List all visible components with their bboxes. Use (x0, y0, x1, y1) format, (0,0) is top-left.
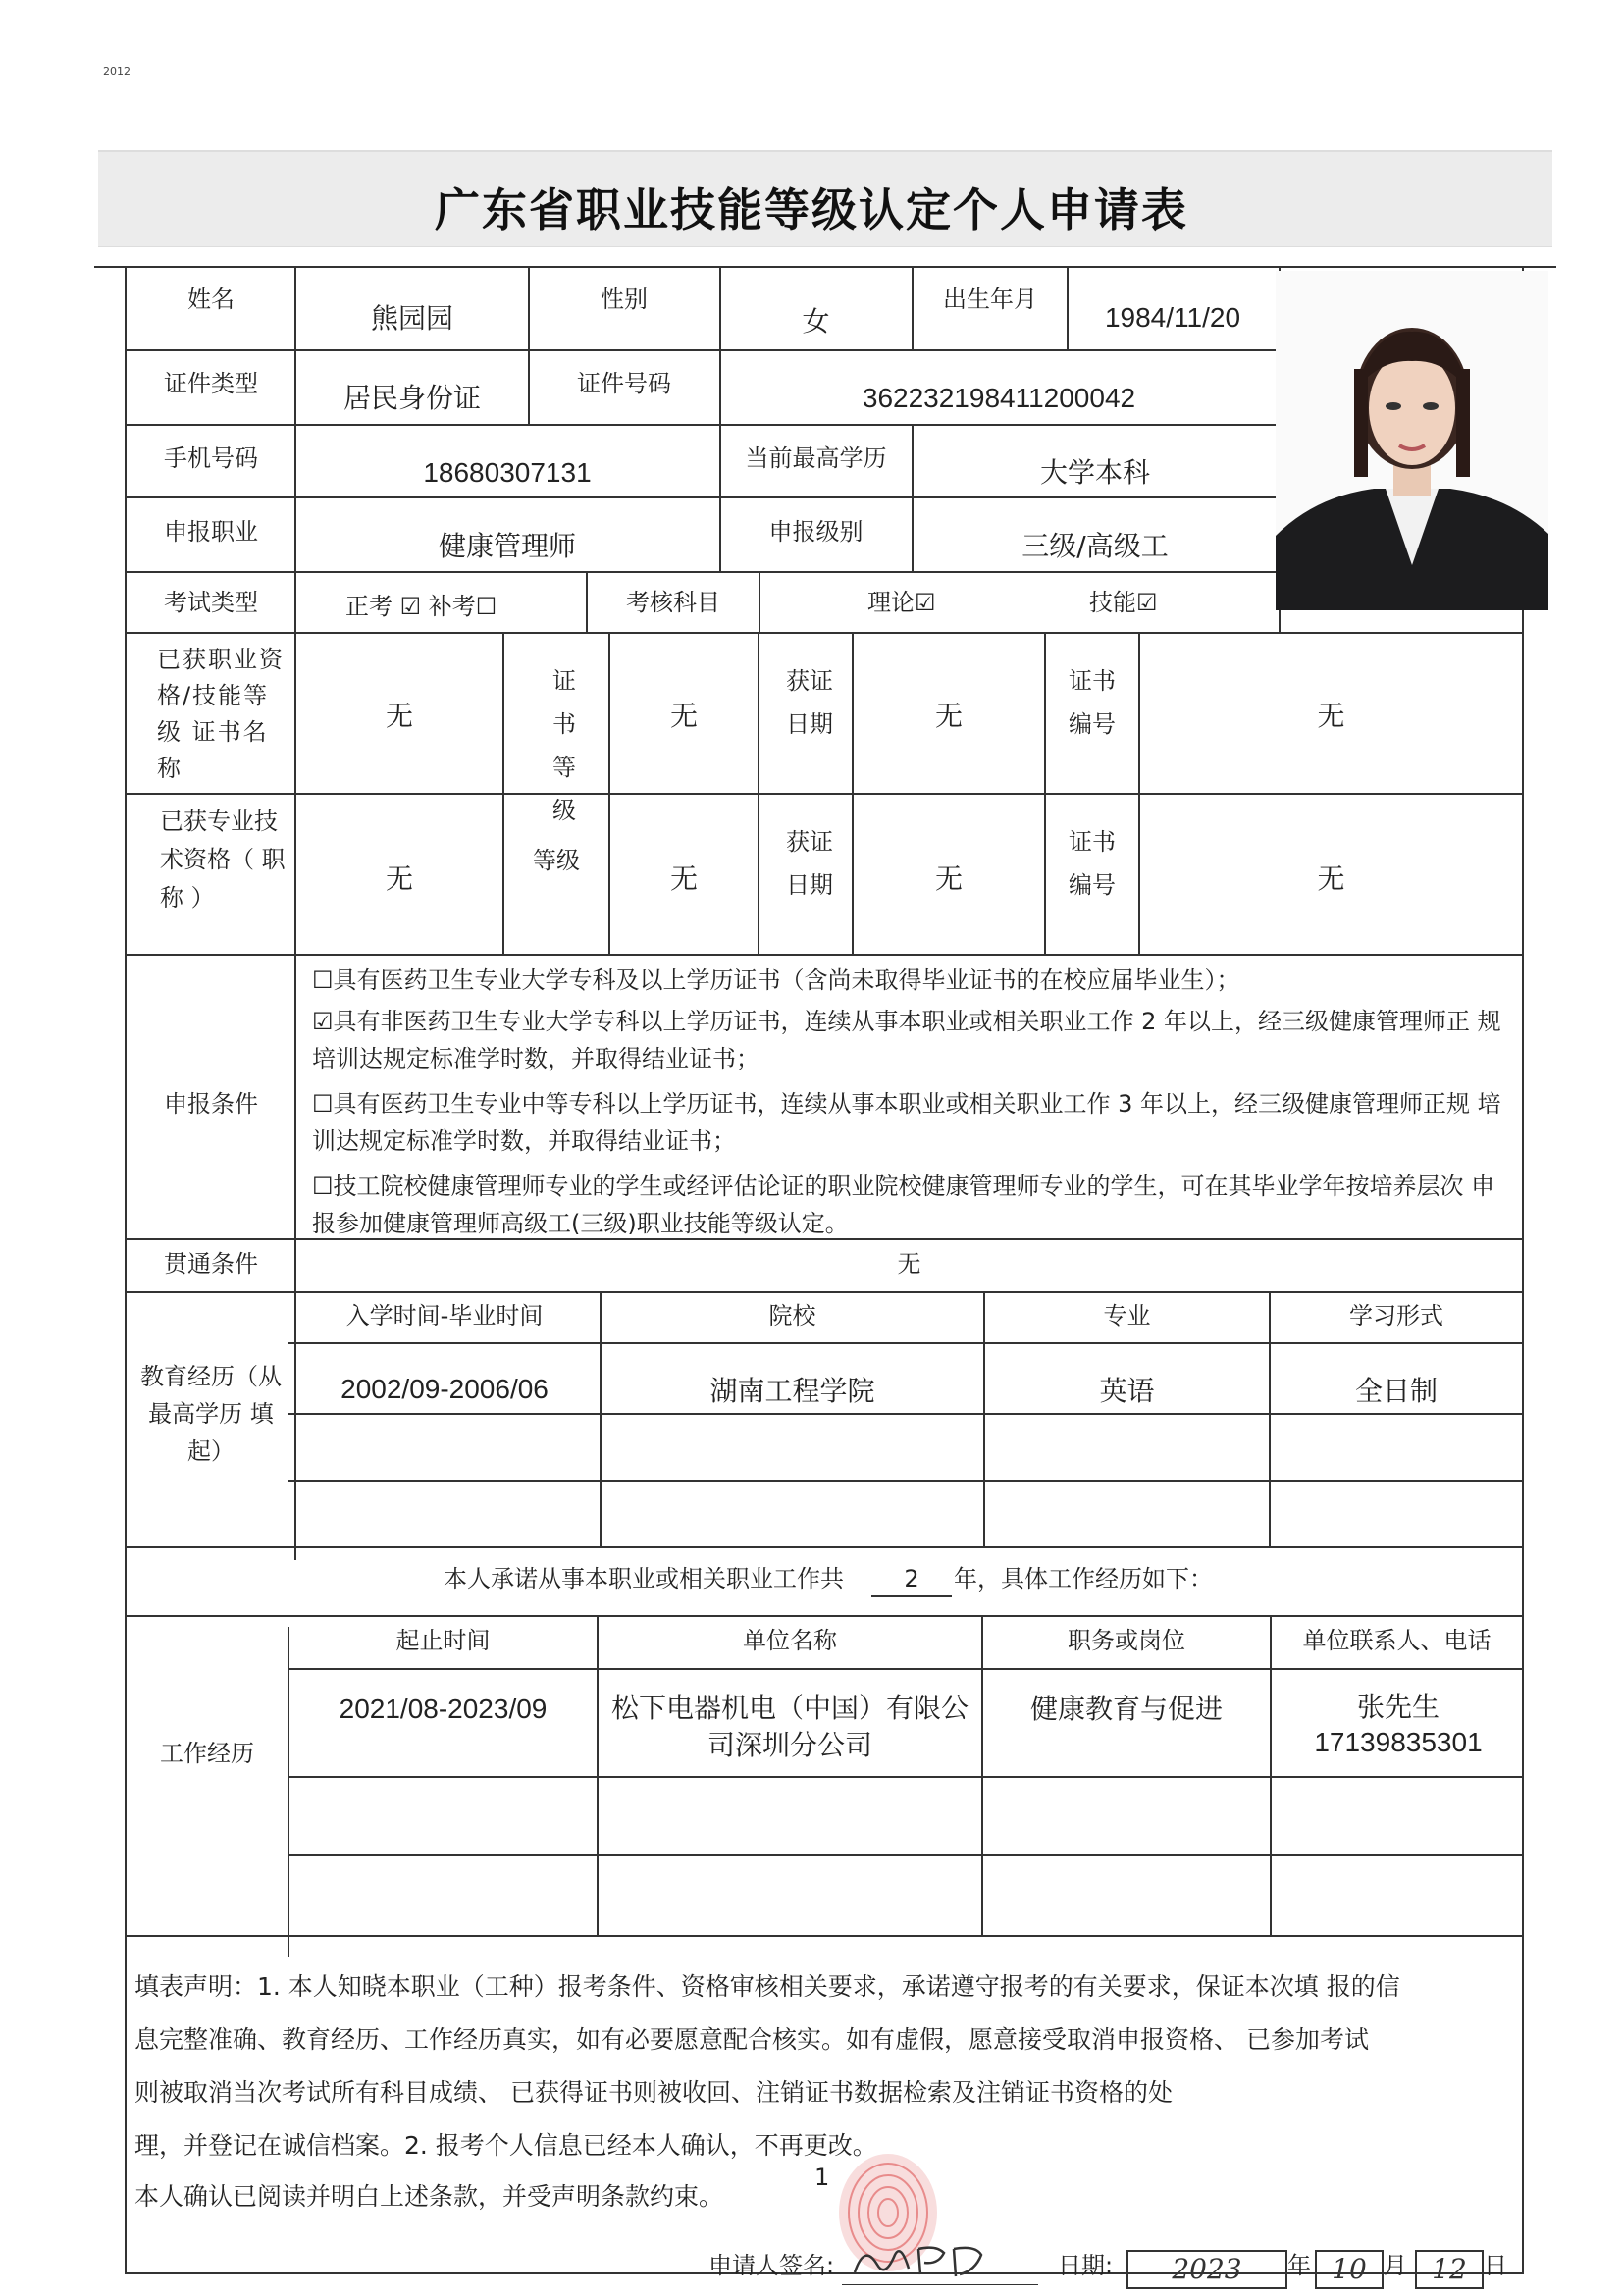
work-header-position: 职务或岗位 (1068, 1627, 1185, 1654)
condition-item-3: ☐具有医药卫生专业中等专科以上学历证书，连续从事本职业或相关职业工作 3 年以上，经三级健康管理师正规 培训达规定标准学时数，并取得结业证书； (312, 1090, 1501, 1155)
qual2-grade: 无 (669, 862, 698, 895)
edu-row-period: 2002/09-2006/06 (340, 1374, 549, 1404)
subject-theory: 理论☑ (867, 589, 936, 616)
work-row-position: 健康教育与促进 (1029, 1693, 1223, 1725)
condition-item-2: ☑具有非医药卫生专业大学专科以上学历证书，连续从事本职业或相关职业工作 2 年以上，经三级健康管理师正 规培训达规定标准学时数，并取得结业证书； (312, 1008, 1501, 1072)
qual1-no: 无 (1317, 700, 1345, 732)
idtype-value: 居民身份证 (342, 382, 481, 414)
condition-item-4: ☐技工院校健康管理师专业的学生或经评估论证的职业院校健康管理师专业的学生，可在其毕业学年按培养层次 申报参加健康管理师高级工(三级)职业技能等级认定。 (312, 1173, 1495, 1237)
year-unit: 年 (1287, 2252, 1311, 2279)
declaration-line-1: 填表声明：1. 本人知晓本职业（工种）报考条件、资格审核相关要求，承诺遵守报考的有关要求，保证本次填 报的信 (134, 1972, 1400, 2001)
edu-header-major: 专业 (1103, 1302, 1151, 1330)
qual1-name: 无 (385, 700, 413, 732)
subject-skill: 技能☑ (1089, 589, 1158, 616)
gender-label: 性别 (601, 286, 648, 313)
edu-row-school: 湖南工程学院 (709, 1375, 875, 1407)
qual2-label: 已获专业技术资格（ 职 称 ） (160, 808, 286, 912)
month-unit: 月 (1384, 2252, 1407, 2279)
level-label: 申报级别 (768, 518, 864, 546)
work-label: 工作经历 (160, 1740, 254, 1767)
promise-prefix: 本人承诺从事本职业或相关职业工作共 (444, 1565, 844, 1592)
declaration-line-3: 则被取消当次考试所有科目成绩、 已获得证书则被收回、注销证书数据检索及注销证书资格的处 (134, 2078, 1173, 2107)
promise-suffix: 年，具体工作经历如下： (954, 1565, 1213, 1592)
education-label: 教育经历（从最高学历 填起） (140, 1363, 282, 1465)
date-year-box: 2023 (1126, 2250, 1287, 2289)
applicant-photo (1276, 271, 1548, 610)
date-day-box: 12 (1415, 2250, 1484, 2289)
idno-value: 362232198411200042 (862, 383, 1136, 413)
job-label: 申报职业 (164, 518, 258, 546)
exam-type-value: 正考 ☑ 补考☐ (345, 593, 497, 620)
work-row-company: 松下电器机电（中国）有限公司深圳分公司 (610, 1692, 969, 1761)
work-header-contact: 单位联系人、电话 (1302, 1627, 1492, 1654)
through-label: 贯通条件 (164, 1250, 258, 1278)
qual2-grade-label: 等级 (533, 847, 580, 874)
sign-label: 申请人签名: (708, 2252, 835, 2279)
qual2-date-label: 获证日期 (786, 828, 833, 899)
phone-label: 手机号码 (164, 444, 258, 472)
sign-line (842, 2284, 1038, 2285)
name-label: 姓名 (187, 286, 235, 313)
page-mark: 1 (814, 2164, 830, 2191)
name-value: 熊园园 (370, 302, 453, 335)
gender-value: 女 (802, 305, 830, 338)
idtype-label: 证件类型 (164, 370, 258, 397)
title-rule (94, 266, 1556, 268)
edu-row-mode: 全日制 (1354, 1375, 1438, 1407)
idno-label: 证件号码 (577, 370, 671, 397)
work-header-period: 起止时间 (395, 1627, 491, 1654)
birth-label: 出生年月 (943, 286, 1037, 313)
birth-value: 1984/11/20 (1104, 302, 1241, 333)
qual2-name: 无 (385, 862, 413, 895)
qual1-no-label: 证书编号 (1069, 667, 1116, 738)
date-label: 日期: (1058, 2252, 1114, 2279)
qual1-grade: 无 (669, 700, 698, 732)
declaration-confirm: 本人确认已阅读并明白上述条款，并受声明条款约束。 (134, 2182, 724, 2211)
promise-years: 2 (871, 1562, 952, 1597)
qual1-date: 无 (934, 700, 963, 732)
conditions-label: 申报条件 (164, 1090, 258, 1118)
condition-item-1: ☐具有医药卫生专业大学专科及以上学历证书（含尚未取得毕业证书的在校应届毕业生）； (312, 966, 1240, 994)
phone-value: 18680307131 (423, 457, 592, 488)
work-row-period: 2021/08-2023/09 (339, 1694, 548, 1724)
qual1-label: 已获职业资 格/技能等级 证书名称 (157, 646, 285, 782)
qual2-date: 无 (934, 862, 963, 895)
qual2-no: 无 (1317, 862, 1345, 895)
date-month-box: 10 (1315, 2250, 1384, 2289)
handwritten-signature (850, 2235, 1007, 2284)
level-value: 三级/高级工 (1021, 530, 1169, 562)
corner-code: 2012 (103, 65, 131, 78)
through-value: 无 (897, 1250, 921, 1278)
edu-label: 当前最高学历 (745, 444, 887, 472)
edu-value: 大学本科 (1039, 456, 1150, 489)
day-unit: 日 (1484, 2252, 1507, 2279)
qual2-no-label: 证书编号 (1069, 828, 1116, 899)
work-header-company: 单位名称 (743, 1627, 837, 1654)
declaration-line-2: 息完整准确、教育经历、工作经历真实，如有必要愿意配合核实。如有虚假，愿意接受取消申报资格、 已参加考试 (134, 2025, 1369, 2054)
edu-header-school: 院校 (768, 1302, 816, 1330)
qual1-date-label: 获证日期 (786, 667, 833, 738)
subject-label: 考核科目 (626, 589, 720, 616)
declaration-line-4: 理，并登记在诚信档案。2. 报考个人信息已经本人确认，不再更改。 (134, 2131, 877, 2160)
work-row-contact: 张先生 17139835301 (1314, 1692, 1483, 1757)
edu-header-mode: 学习形式 (1349, 1302, 1443, 1330)
exam-type-label: 考试类型 (164, 589, 258, 616)
page-title: 广东省职业技能等级认定个人申请表 (435, 183, 1188, 236)
qual1-grade-label: 证书等级 (552, 667, 576, 824)
edu-row-major: 英语 (1099, 1375, 1155, 1407)
edu-header-period: 入学时间-毕业时间 (345, 1302, 544, 1330)
job-value: 健康管理师 (438, 530, 576, 562)
